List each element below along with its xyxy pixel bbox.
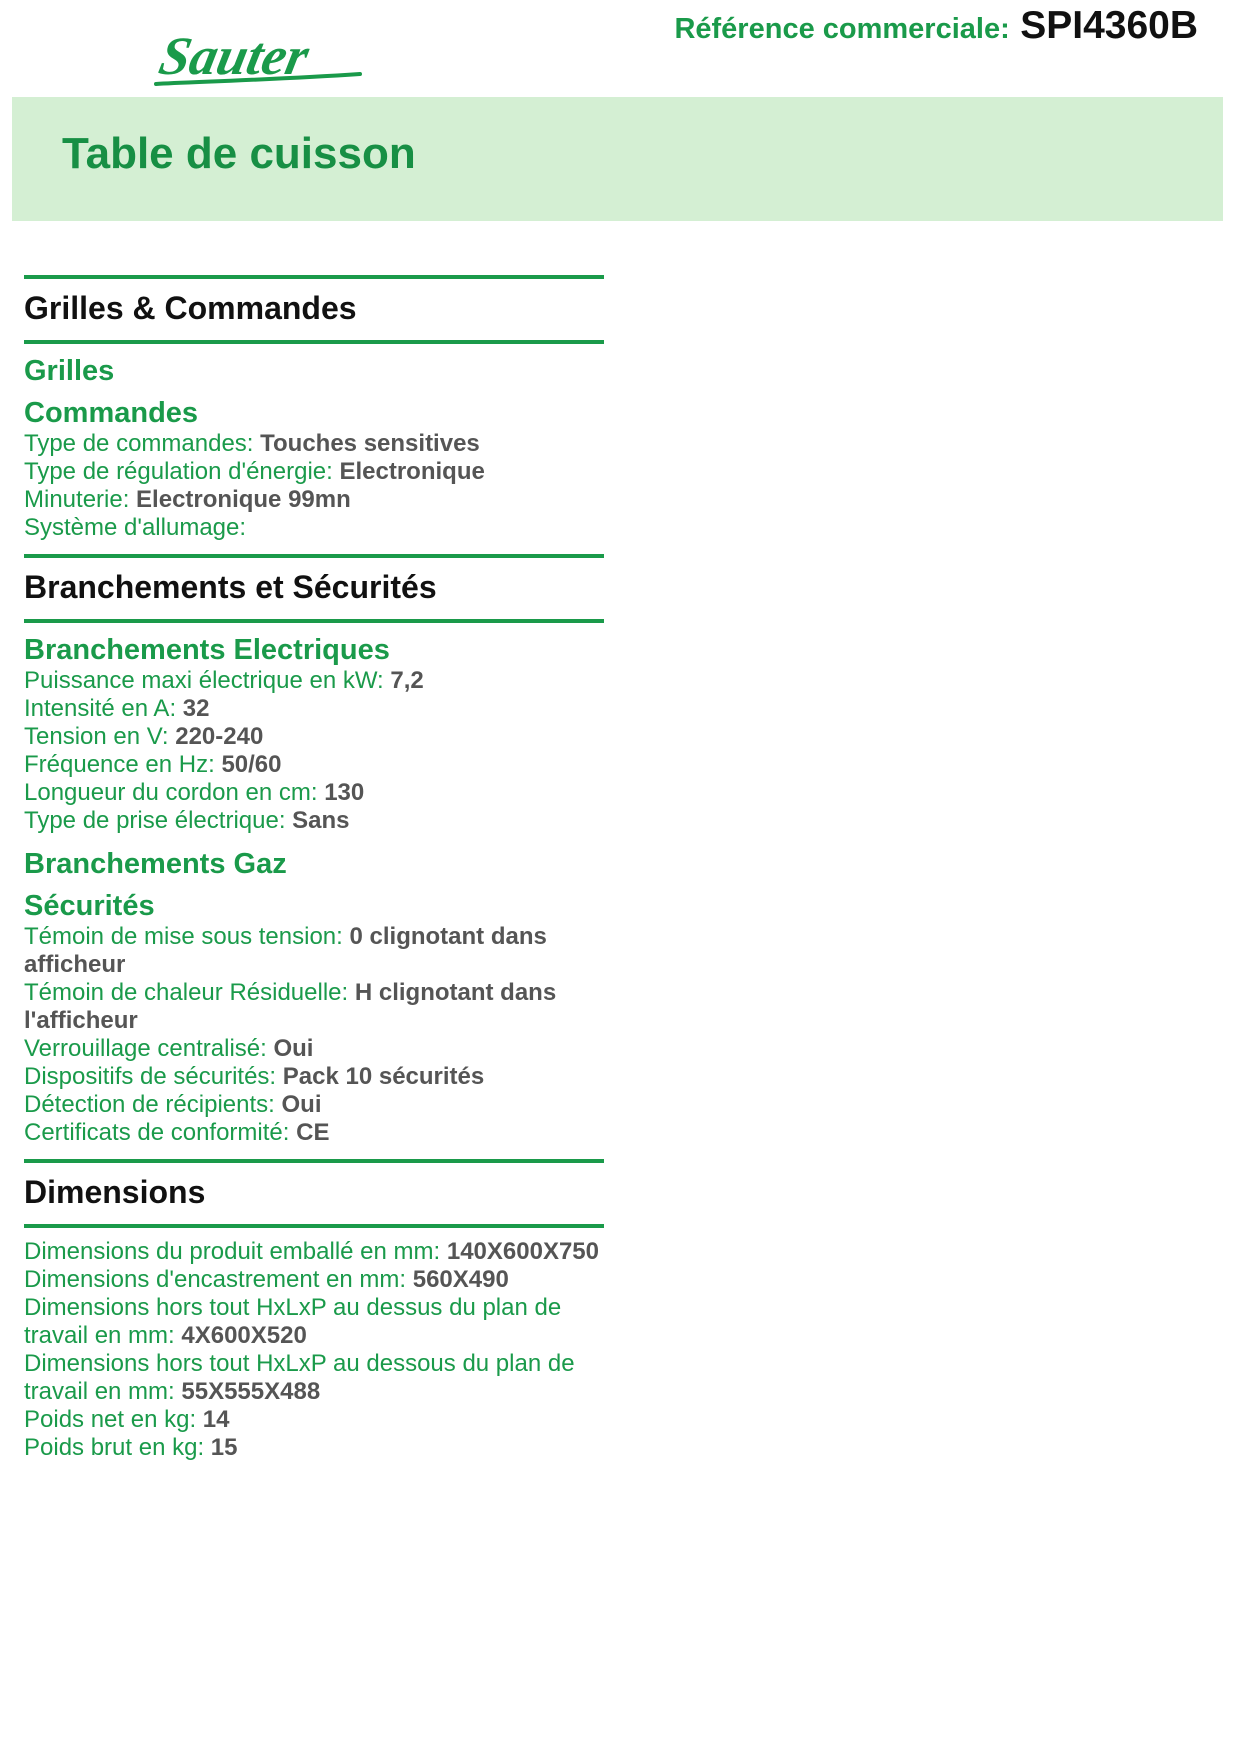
spec-row — [24, 751, 604, 779]
spec-value: 14 — [202, 1406, 230, 1433]
spec-value: 55X555X488 — [181, 1378, 321, 1405]
spec-value: 130 — [324, 779, 365, 806]
section-title: Grilles & Commandes — [24, 275, 604, 344]
title-banner — [12, 97, 1223, 221]
subsection-gaz: Branchements Gaz — [24, 848, 287, 880]
spec-row — [24, 1238, 604, 1266]
spec-value: H clignotant dans l'afficheur — [24, 979, 557, 1034]
spec-row — [24, 458, 604, 486]
spec-label: Témoin de mise sous tension: — [24, 923, 350, 950]
spec-row — [24, 923, 604, 979]
electriques-rows — [24, 667, 604, 835]
subsection-electriques: Branchements Electriques — [24, 634, 390, 666]
page-title: Table de cuisson — [62, 129, 416, 178]
spec-row — [24, 1294, 604, 1350]
reference-label: Référence commerciale: — [674, 13, 1010, 45]
spec-value: Oui — [281, 1091, 322, 1118]
spec-value: 560X490 — [412, 1266, 509, 1293]
spec-label: Longueur du cordon en cm: — [24, 779, 325, 806]
spec-label: Détection de récipients: — [24, 1091, 282, 1118]
spec-label: Type de prise électrique: — [24, 807, 293, 834]
spec-row — [24, 1091, 604, 1119]
section-branchements — [24, 554, 604, 1147]
spec-label: Dimensions hors tout HxLxP au dessous du plan de travail en mm: — [24, 1350, 575, 1405]
reference-value: SPI4360B — [1020, 4, 1198, 47]
spec-label: Minuterie: — [24, 486, 137, 513]
spec-row — [24, 486, 604, 514]
spec-label: Système d'allumage: — [24, 514, 247, 541]
spec-row — [24, 430, 604, 458]
spec-row — [24, 1266, 604, 1294]
securites-rows — [24, 923, 604, 1147]
subsection-commandes: Commandes — [24, 397, 199, 429]
spec-row — [24, 514, 604, 542]
section-title: Branchements et Sécurités — [24, 554, 604, 623]
spec-content — [24, 275, 604, 1474]
section-grilles-commandes — [24, 275, 604, 542]
spec-label: Tension en V: — [24, 723, 176, 750]
reference-header — [674, 4, 1198, 48]
spec-row — [24, 1119, 604, 1147]
commandes-rows — [24, 430, 604, 542]
spec-label: Poids brut en kg: — [24, 1434, 211, 1461]
section-dimensions — [24, 1159, 604, 1462]
spec-row — [24, 1434, 604, 1462]
dimensions-rows — [24, 1238, 604, 1462]
spec-label: Témoin de chaleur Résiduelle: — [24, 979, 355, 1006]
spec-row — [24, 807, 604, 835]
spec-value: 32 — [182, 695, 210, 722]
spec-value: CE — [296, 1119, 330, 1146]
spec-label: Puissance maxi électrique en kW: — [24, 667, 391, 694]
sauter-logo — [150, 22, 370, 92]
subsection-grilles: Grilles — [24, 355, 115, 387]
sauter-logo-mark — [150, 22, 370, 92]
spec-label: Dimensions hors tout HxLxP au dessus du plan de travail en mm: — [24, 1294, 562, 1349]
spec-value: 15 — [210, 1434, 238, 1461]
spec-label: Type de régulation d'énergie: — [24, 458, 340, 485]
spec-value: 4X600X520 — [181, 1322, 307, 1349]
spec-row — [24, 695, 604, 723]
spec-label: Intensité en A: — [24, 695, 183, 722]
spec-value: Electronique — [339, 458, 485, 485]
spec-row — [24, 1406, 604, 1434]
spec-row — [24, 779, 604, 807]
spec-value: Oui — [273, 1035, 314, 1062]
spec-label: Poids net en kg: — [24, 1406, 203, 1433]
spec-label: Verrouillage centralisé: — [24, 1035, 274, 1062]
spec-row — [24, 1350, 604, 1406]
spec-value: 140X600X750 — [446, 1238, 600, 1265]
spec-value: Touches sensitives — [260, 430, 480, 457]
spec-label: Certificats de conformité: — [24, 1119, 297, 1146]
spec-value: 0 clignotant dans afficheur — [24, 923, 547, 978]
spec-value: 50/60 — [221, 751, 282, 778]
spec-label: Fréquence en Hz: — [24, 751, 222, 778]
subsection-securites: Sécurités — [24, 890, 155, 922]
spec-value: 220-240 — [175, 723, 264, 750]
spec-row — [24, 667, 604, 695]
spec-row — [24, 723, 604, 751]
spec-value: Pack 10 sécurités — [282, 1063, 485, 1090]
spec-label: Dimensions du produit emballé en mm: — [24, 1238, 447, 1265]
spec-value: Sans — [292, 807, 350, 834]
spec-label: Type de commandes: — [24, 430, 261, 457]
spec-row — [24, 1035, 604, 1063]
spec-value: Electronique 99mn — [136, 486, 351, 513]
section-title: Dimensions — [24, 1159, 604, 1228]
spec-row — [24, 979, 604, 1035]
spec-row — [24, 1063, 604, 1091]
svg-text:Sauter: Sauter — [154, 25, 315, 86]
spec-label: Dimensions d'encastrement en mm: — [24, 1266, 413, 1293]
spec-label: Dispositifs de sécurités: — [24, 1063, 283, 1090]
spec-value: 7,2 — [390, 667, 424, 694]
